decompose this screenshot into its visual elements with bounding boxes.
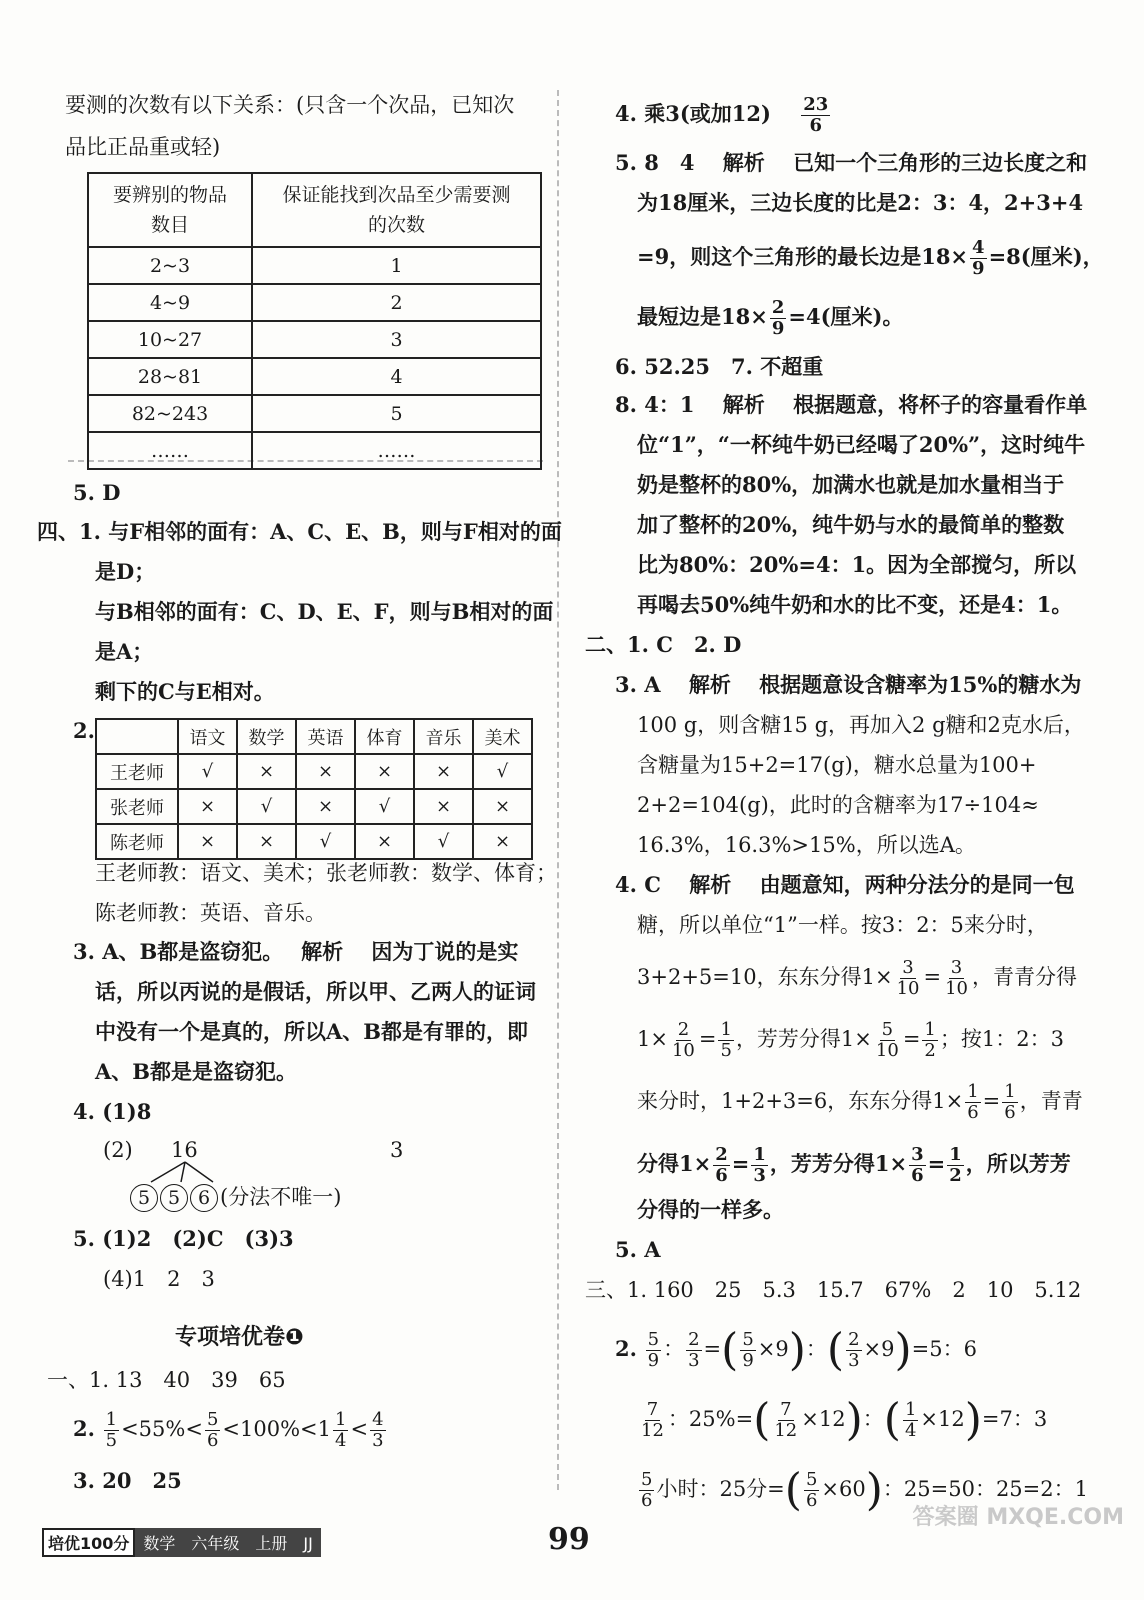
fraction: $\frac{5}{9}$ bbox=[742, 1329, 754, 1371]
s2-q3-line5: 16.3%，16.3%>15%，所以选A。 bbox=[637, 833, 976, 857]
table-row bbox=[96, 789, 532, 824]
table-cell: √ bbox=[355, 789, 414, 824]
r4 bbox=[615, 95, 832, 136]
text: ，所以芳芳 bbox=[965, 1151, 1071, 1176]
s3-q2-row2: $\frac{7}{12}$ ：25%=( $\frac{7}{12}$ ×12)：( $\frac{1}{4}$ ×12)=7：3 bbox=[641, 1394, 1048, 1446]
q4-part2-label: (2) bbox=[103, 1138, 133, 1162]
r8-line6: 再喝去50%纯牛奶和水的比不变，还是4：1。 bbox=[637, 592, 1073, 617]
s2-q4-line1 bbox=[615, 870, 1075, 900]
table-cell: × bbox=[473, 824, 532, 859]
table-row bbox=[96, 754, 532, 789]
q4-part1: 4. (1)8 bbox=[73, 1099, 152, 1124]
s1-q2-label: 2. bbox=[73, 1416, 95, 1441]
fraction: $\frac{3}{6}$ bbox=[911, 1144, 924, 1186]
frac-num: 23 bbox=[803, 94, 829, 115]
fraction: $\frac{3}{10}$ bbox=[896, 957, 920, 999]
s1-q1: 一、1. 13 40 39 65 bbox=[47, 1368, 286, 1392]
colon: ： bbox=[862, 1407, 884, 1431]
fraction: $\frac{5}{9}$ bbox=[647, 1329, 660, 1371]
table-header-count bbox=[252, 173, 541, 247]
r5-line1 bbox=[615, 148, 1087, 178]
column-divider bbox=[557, 90, 559, 1490]
subject-header: 体育 bbox=[355, 719, 414, 754]
teacher-name: 王老师 bbox=[96, 754, 178, 789]
fraction: $\frac{7}{12}$ bbox=[774, 1399, 798, 1441]
circled-number: 5 bbox=[160, 1184, 188, 1212]
text: ，芳芳分得1× bbox=[735, 1027, 872, 1051]
table-cell: 4 bbox=[252, 358, 541, 395]
q2-answer-line2: 陈老师教：英语、音乐。 bbox=[95, 901, 326, 925]
s3-q1: 三、1. 160 25 5.3 15.7 67% 2 10 5.12 bbox=[585, 1278, 1082, 1302]
s2-q4-text: 由题意知，两种分法分的是同一包 bbox=[759, 872, 1075, 897]
table-cell: √ bbox=[178, 754, 237, 789]
fraction: $\frac{1}{3}$ bbox=[753, 1144, 766, 1186]
s2-q4-line4 bbox=[637, 1020, 1064, 1061]
q3-text: 因为丁说的是实 bbox=[371, 939, 519, 964]
book-info: 数学 六年级 上册 JJ bbox=[135, 1528, 320, 1557]
analysis-tag: 解析 bbox=[722, 392, 765, 417]
s2-q4-line3 bbox=[637, 958, 1077, 999]
s3-q2-row1: 2. $\frac{5}{9}$ ： $\frac{2}{3}$ =( $\frac{5}{9}$ ×9)：( $\frac{2}{3}$ ×9)=5：6 bbox=[615, 1324, 977, 1376]
text: 3+2+5=10，东东分得1× bbox=[637, 965, 893, 989]
fraction: $\frac{4}{9}$ bbox=[972, 237, 985, 279]
table-cell: × bbox=[355, 754, 414, 789]
q4-tree-top: 16 bbox=[171, 1138, 198, 1162]
table-cell: √ bbox=[296, 824, 355, 859]
r8-line5: 比为80%：20%=4：1。因为全部搅匀，所以 bbox=[637, 552, 1077, 577]
page-number: 99 bbox=[548, 1522, 590, 1557]
fraction: $\frac{1}{4}$ bbox=[335, 1409, 347, 1451]
fraction: $\frac{5}{10}$ bbox=[875, 1019, 899, 1061]
r5-line4-end: =4(厘米)。 bbox=[788, 304, 904, 329]
fraction: $\frac{7}{12}$ bbox=[641, 1399, 664, 1441]
header-items-line1: 要辨别的物品 bbox=[112, 184, 227, 206]
r5-line2: 为18厘米，三边长度的比是2：3：4，2+3+4 bbox=[637, 190, 1084, 215]
s3-q2-label: 2. bbox=[615, 1336, 637, 1361]
subject-header: 数学 bbox=[237, 719, 296, 754]
text: = bbox=[902, 1027, 921, 1051]
analysis-tag: 解析 bbox=[688, 672, 731, 697]
fraction: $\frac{4}{3}$ bbox=[372, 1409, 384, 1451]
fraction bbox=[801, 95, 830, 136]
section4-q1-line3: 与B相邻的面有：C、D、E、F，则与B相对的面 bbox=[95, 599, 554, 624]
table-cell: …… bbox=[252, 432, 541, 469]
s2-q3-line3: 含糖量为15+2=17(g)，糖水总量为100+ bbox=[637, 753, 1037, 777]
teacher-name: 张老师 bbox=[96, 789, 178, 824]
table-header-items bbox=[88, 173, 252, 247]
q3-answer: 3. A、B都是盗窃犯。 bbox=[73, 939, 273, 964]
colon: ： bbox=[663, 1337, 685, 1361]
table-cell: …… bbox=[88, 432, 252, 469]
text: ，芳芳分得1× bbox=[769, 1151, 908, 1176]
table-cell: 10~27 bbox=[88, 321, 252, 358]
table-cell: 1 bbox=[252, 247, 541, 284]
text: ；按1：2：3 bbox=[939, 1027, 1064, 1051]
fraction: $\frac{2}{9}$ bbox=[771, 297, 785, 339]
table-row bbox=[88, 247, 541, 284]
s2-q4-line7: 分得的一样多。 bbox=[637, 1197, 784, 1222]
ratio-result: ：25=50：25=2：1 bbox=[882, 1477, 1088, 1501]
fraction: $\frac{5}{6}$ bbox=[206, 1409, 219, 1451]
fraction: $\frac{1}{4}$ bbox=[904, 1399, 917, 1441]
fraction: $\frac{1}{2}$ bbox=[949, 1144, 962, 1186]
r8-line3: 奶是整杯的80%，加满水也就是加水量相当于 bbox=[637, 472, 1065, 497]
r5-line3-text: =9，则这个三角形的最长边是18× bbox=[637, 244, 969, 269]
q2-answer-line1: 王老师教：语文、美术；张老师教：数学、体育； bbox=[95, 861, 557, 885]
fraction: $\frac{2}{3}$ bbox=[688, 1329, 700, 1371]
subject-header: 语文 bbox=[178, 719, 237, 754]
intro-line-1: 要测的次数有以下关系：(只含一个次品，已知次 bbox=[65, 93, 515, 117]
intro-line-2: 品比正品重或轻) bbox=[65, 135, 221, 159]
r8-line1 bbox=[615, 390, 1087, 420]
r8-line4: 加了整杯的20%，纯牛奶与水的最简单的整数 bbox=[637, 512, 1065, 537]
s2-q3-text: 根据题意设含糖率为15%的糖水为 bbox=[759, 672, 1082, 697]
subject-header: 美术 bbox=[473, 719, 532, 754]
table-cell: √ bbox=[473, 754, 532, 789]
circled-number: 5 bbox=[130, 1184, 158, 1212]
table-cell: × bbox=[296, 789, 355, 824]
table-cell: × bbox=[355, 824, 414, 859]
s2-q5: 5. A bbox=[615, 1237, 661, 1262]
table-cell: × bbox=[473, 789, 532, 824]
header-count-line2: 的次数 bbox=[367, 214, 425, 236]
fraction: $\frac{3}{10}$ bbox=[945, 957, 968, 999]
text: ：25%= bbox=[667, 1407, 754, 1431]
brand-label: 培优100分 bbox=[42, 1528, 135, 1557]
watermark: 答案圈 MXQE.COM bbox=[912, 1505, 1124, 1530]
q3-line2: 话，所以丙说的是假话，所以甲、乙两人的证词 bbox=[95, 979, 536, 1004]
fraction: $\frac{2}{10}$ bbox=[671, 1019, 695, 1061]
section4-q1-line5: 剩下的C与E相对。 bbox=[95, 679, 275, 704]
section4-q1-line2: 是D； bbox=[95, 559, 156, 584]
r5-text: 已知一个三角形的三边长度之和 bbox=[793, 150, 1088, 175]
q4-tree-leaves bbox=[130, 1182, 341, 1212]
teacher-name: 陈老师 bbox=[96, 824, 178, 859]
section4-q1-line4: 是A； bbox=[95, 639, 154, 664]
text: ，青青 bbox=[1019, 1089, 1083, 1113]
table-cell: 28~81 bbox=[88, 358, 252, 395]
s2-q3-line2: 100 g，则含糖15 g，再加入2 g糖和2克水后， bbox=[637, 713, 1085, 737]
table-cell: × bbox=[178, 789, 237, 824]
ratio-result: =5：6 bbox=[911, 1337, 977, 1361]
text: 小时：25分= bbox=[656, 1477, 785, 1501]
circled-number: 6 bbox=[190, 1184, 218, 1212]
fraction: $\frac{2}{3}$ bbox=[848, 1329, 860, 1371]
table-corner bbox=[96, 719, 178, 754]
r5-line3 bbox=[637, 238, 1104, 279]
text: = bbox=[731, 1151, 750, 1176]
q4-note: (分法不唯一) bbox=[220, 1185, 342, 1209]
table-row bbox=[88, 395, 541, 432]
analysis-tag: 解析 bbox=[301, 939, 344, 964]
table-cell: 82~243 bbox=[88, 395, 252, 432]
table-row bbox=[96, 824, 532, 859]
table-cell: × bbox=[237, 824, 296, 859]
analysis-tag: 解析 bbox=[689, 872, 732, 897]
s2-q4-line2: 糖，所以单位“1”一样。按3：2：5来分时， bbox=[637, 913, 1048, 937]
q3-line4: A、B都是是盗窃犯。 bbox=[95, 1059, 298, 1084]
table-cell: 3 bbox=[252, 321, 541, 358]
table-row bbox=[88, 284, 541, 321]
teacher-subject-table bbox=[95, 718, 533, 860]
table-cell: √ bbox=[414, 824, 473, 859]
s1-q3: 3. 20 25 bbox=[73, 1468, 182, 1493]
q5b-line2: (4)1 2 3 bbox=[103, 1267, 215, 1291]
text: = bbox=[982, 1089, 1001, 1113]
s2-q3-line4: 2+2=104(g)，此时的含糖率为17÷104≈ bbox=[637, 793, 1039, 817]
r8-answer: 8. 4：1 bbox=[615, 392, 695, 417]
r5-line4-text: 最短边是18× bbox=[637, 304, 768, 329]
table-cell: 5 bbox=[252, 395, 541, 432]
text: = bbox=[923, 965, 942, 989]
r6-r7: 6. 52.25 7. 不超重 bbox=[615, 354, 824, 379]
text: 来分时，1+2+3=6，东东分得1× bbox=[637, 1089, 964, 1113]
table-cell: √ bbox=[237, 789, 296, 824]
r5-line4 bbox=[637, 298, 903, 339]
text: = bbox=[698, 1027, 717, 1051]
analysis-tag: 解析 bbox=[722, 150, 765, 175]
header-count-line1: 保证能找到次品至少需要测 bbox=[282, 184, 511, 206]
fraction: $\frac{5}{6}$ bbox=[641, 1469, 653, 1511]
table-cell: 4~9 bbox=[88, 284, 252, 321]
answer-5: 5. D bbox=[73, 480, 121, 505]
table-cell: × bbox=[296, 754, 355, 789]
header-items-line2: 数目 bbox=[150, 214, 189, 236]
q4-side-value: 3 bbox=[390, 1138, 404, 1162]
table-cell: × bbox=[237, 754, 296, 789]
r8-line2: 位“1”，“一杯纯牛奶已经喝了20%”，这时纯牛 bbox=[637, 432, 1086, 457]
r4-text: 4. 乘3(或加12) bbox=[615, 101, 771, 126]
fraction: $\frac{1}{2}$ bbox=[924, 1019, 936, 1061]
s3-q2-row3: $\frac{5}{6}$ 小时：25分=( $\frac{5}{6}$ ×60)：25=50：25=2：1 bbox=[641, 1464, 1088, 1516]
table-row bbox=[88, 358, 541, 395]
s2-q1-q2: 二、1. C 2. D bbox=[585, 632, 742, 657]
q2-label: 2. bbox=[73, 718, 95, 743]
fraction: $\frac{1}{6}$ bbox=[1004, 1081, 1016, 1123]
table-cell: 2~3 bbox=[88, 247, 252, 284]
fraction: $\frac{1}{5}$ bbox=[105, 1409, 118, 1451]
fraction: $\frac{5}{6}$ bbox=[805, 1469, 818, 1511]
subject-header: 英语 bbox=[296, 719, 355, 754]
table-row bbox=[88, 432, 541, 469]
r5-answer: 5. 8 4 bbox=[615, 150, 695, 175]
colon: ： bbox=[805, 1337, 827, 1361]
r8-text: 根据题意，将杯子的容量看作单 bbox=[793, 392, 1088, 417]
q3-line1 bbox=[73, 937, 518, 967]
footer-book-info bbox=[42, 1528, 321, 1557]
table-cell: × bbox=[414, 789, 473, 824]
text: 1× bbox=[637, 1027, 668, 1051]
text: = bbox=[927, 1151, 946, 1176]
s2-q4-line5 bbox=[637, 1082, 1083, 1123]
fraction: $\frac{1}{5}$ bbox=[720, 1019, 732, 1061]
subject-header: 音乐 bbox=[414, 719, 473, 754]
fraction: $\frac{1}{6}$ bbox=[967, 1081, 979, 1123]
text: 分得1× bbox=[637, 1151, 712, 1176]
q5b-line1: 5. (1)2 (2)C (3)3 bbox=[73, 1226, 294, 1251]
weighing-table bbox=[87, 172, 542, 470]
text: ，青青分得 bbox=[971, 965, 1077, 989]
table-row bbox=[88, 321, 541, 358]
table-cell: × bbox=[414, 754, 473, 789]
s2-q4-answer: 4. C bbox=[615, 872, 661, 897]
fraction: $\frac{2}{6}$ bbox=[715, 1144, 728, 1186]
s2-q4-line6 bbox=[637, 1145, 1071, 1186]
s1-q2: 2. $\frac{1}{5}$ <55%< $\frac{5}{6}$ <100%<1 $\frac{1}{4}$ < $\frac{4}{3}$ bbox=[73, 1409, 384, 1451]
s2-q3-line1 bbox=[615, 670, 1081, 700]
table-cell: 2 bbox=[252, 284, 541, 321]
ratio-result: =7：3 bbox=[981, 1407, 1048, 1431]
section4-q1-line1: 四、1. 与F相邻的面有：A、C、E、B，则与F相对的面 bbox=[37, 519, 562, 544]
r5-line3-end: =8(厘米)， bbox=[988, 244, 1104, 269]
q3-line3: 中没有一个是真的，所以A、B都是有罪的，即 bbox=[95, 1019, 529, 1044]
frac-den: 6 bbox=[809, 115, 823, 136]
table-cell: × bbox=[178, 824, 237, 859]
section-title: 专项培优卷❶ bbox=[175, 1325, 304, 1350]
s2-q3-answer: 3. A bbox=[615, 672, 661, 697]
